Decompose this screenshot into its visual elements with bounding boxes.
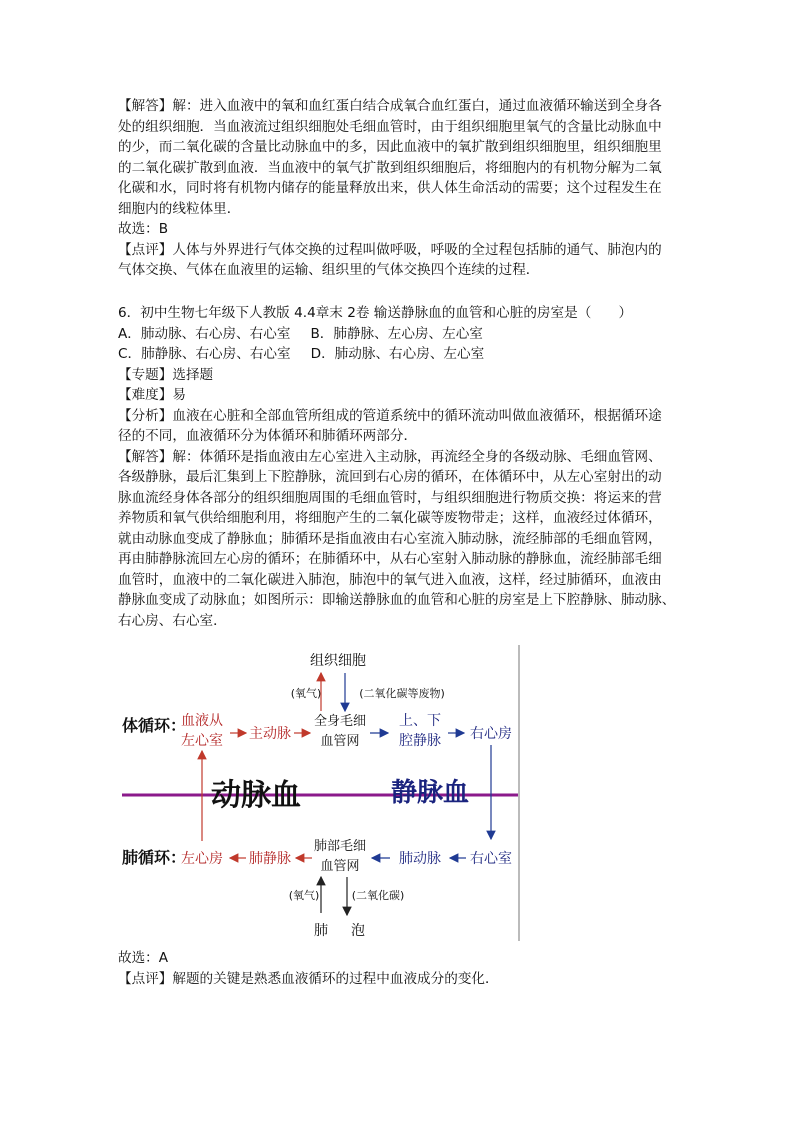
alveoli-label: 泡 (351, 923, 365, 939)
option-d: D．肺动脉、右心房、左心室 (310, 346, 485, 362)
question-text: 6．初中生物七年级下人教版 4.4章末 2卷 输送静脉血的血管和心脏的房室是（ ） (118, 305, 633, 321)
solution-line: 再由肺静脉流回左心房的循环；在肺循环中，从右心室射入肺动脉的静脉血，流经肺部毛细 (118, 551, 662, 567)
solution-line: 各级静脉，最后汇集到上下腔静脉，流回到右心房的循环，在体循环中，从左心室射出的动 (118, 469, 662, 485)
venous-blood-label: 静脉血 (390, 778, 470, 808)
text-line: 处的组织细胞．当血液流过组织细胞处毛细血管时，由于组织细胞里氧气的含量比动脉血中 (118, 118, 662, 135)
solution-line: 静脉血变成了动脉血；如图所示：即输送静脉血的血管和心脏的房室是上下腔静脉、肺动脉、 (118, 592, 676, 608)
systemic-circulation-label: 体循环： (122, 716, 187, 735)
left-ventricle-label: 左心室 (181, 733, 223, 749)
topic-line: 【专题】选择题 (118, 366, 214, 383)
option-c: C．肺静脉、右心房、右心室 (118, 346, 291, 362)
answer-section-q5 (118, 96, 684, 281)
text-line: 细胞内的线粒体里． (118, 200, 241, 217)
pulmonary-vein-label: 肺静脉 (249, 851, 291, 867)
options-row-1 (118, 324, 684, 345)
pulmonary-artery-label: 肺动脉 (399, 851, 441, 867)
question-6 (118, 303, 684, 672)
analysis-line: 径的不同，血液循环分为体循环和肺循环两部分． (118, 428, 418, 444)
co2-waste-label: (二氧化碳等废物) (359, 687, 445, 700)
options-row-2 (118, 344, 684, 365)
arterial-blood-label: 动脉血 (211, 778, 301, 813)
lung-capillary-label: 血管网 (320, 859, 360, 874)
solution-line: 就由动脉血变成了静脉血；肺循环是指血液由右心室流入肺动脉，流经肺部的毛细血管网， (118, 530, 662, 547)
right-atrium-label: 右心房 (470, 726, 512, 742)
oxygen-top-label: (氧气) (290, 687, 322, 700)
aorta-label: 主动脉 (249, 726, 291, 742)
vena-cava-label: 腔静脉 (399, 733, 441, 749)
text-line: 的少，而二氧化碳的含量比动脉血中的多，因此血液中的氧扩散到组织细胞里，组织细胞里 (118, 139, 662, 155)
analysis-line: 【分析】血液在心脏和全部血管所组成的管道系统中的循环流动叫做血液循环，根据循环途 (118, 407, 662, 424)
option-a: A．肺动脉、右心房、右心室 (118, 325, 291, 342)
solution-line: 【解答】解：体循环是指血液由左心室进入主动脉，再流经全身的各级动脉、毛细血管网、 (118, 448, 662, 465)
answer-line: 故选：A (118, 950, 169, 966)
oxygen-bottom-label: (氧气) (288, 889, 320, 902)
comment-line: 气体交换、气体在血液里的运输、组织里的气体交换四个连续的过程． (118, 262, 540, 278)
tissue-cells-label: 组织细胞 (310, 653, 366, 669)
text-line: 【解答】解：进入血液中的氧和血红蛋白结合成氧合血红蛋白，通过血液循环输送到全身各 (118, 98, 662, 114)
comment-line: 【点评】人体与外界进行气体交换的过程叫做呼吸，呼吸的全过程包括肺的通气、肺泡内的 (118, 241, 662, 258)
right-ventricle-label: 右心室 (470, 851, 512, 867)
left-atrium-label: 左心房 (181, 851, 223, 867)
body-capillary-label: 全身毛细 (313, 714, 367, 729)
option-b: B．肺静脉、左心房、左心室 (310, 325, 483, 342)
vena-cava-label: 上、下 (399, 713, 441, 729)
body-capillary-label: 血管网 (320, 734, 360, 749)
answer-line: 故选：B (118, 221, 169, 237)
question-6-tail (118, 948, 684, 989)
difficulty-line: 【难度】易 (118, 387, 186, 403)
blood-from-label: 血液从 (181, 713, 223, 729)
solution-line: 脉血流经身体各部分的组织细胞周围的毛细血管时，与组织细胞进行物质交换：将运来的营 (118, 489, 662, 506)
lung-capillary-label: 肺部毛细 (313, 839, 367, 854)
pulmonary-circulation-label: 肺循环： (122, 848, 187, 867)
solution-line: 养物质和氧气供给细胞利用，将细胞产生的二氧化碳等废物带走；这样，血液经过体循环， (118, 510, 662, 526)
solution-line: 血管时，血液中的二氧化碳进入肺泡，肺泡中的氧气进入血液，这样，经过肺循环，血液由 (118, 571, 662, 588)
alveoli-label: 肺 (314, 923, 328, 939)
blood-circulation-diagram (118, 645, 522, 941)
text-line: 化碳和水，同时将有机物内储存的能量释放出来，供人体生命活动的需要；这个过程发生在 (118, 180, 662, 196)
co2-bottom-label: (二氧化碳) (351, 889, 405, 902)
comment-line: 【点评】解题的关键是熟悉血液循环的过程中血液成分的变化． (118, 970, 499, 987)
solution-line: 右心房、右心室． (118, 612, 227, 629)
text-line: 的二氧化碳扩散到血液．当血液中的氧气扩散到组织细胞后，将细胞内的有机物分解为二氧 (118, 159, 662, 176)
